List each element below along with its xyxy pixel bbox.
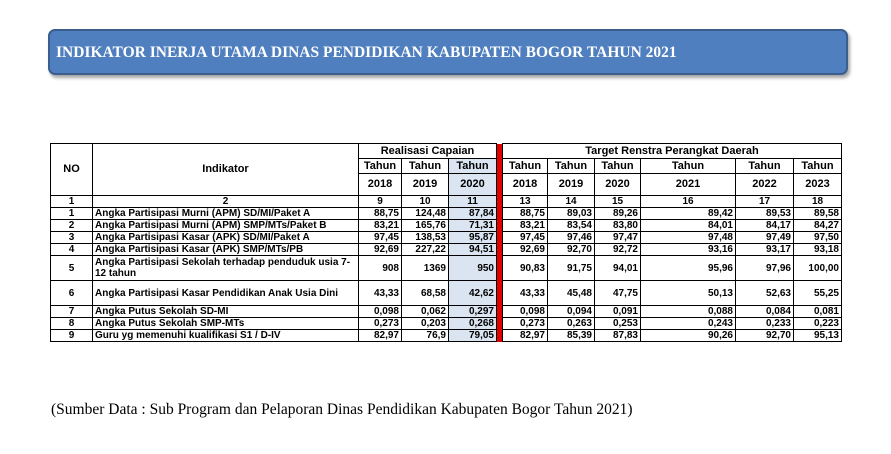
table-row (51, 306, 842, 318)
realisasi-value: 138,53 (402, 232, 449, 244)
column-number: 11 (449, 196, 497, 208)
target-value: 92,69 (503, 244, 548, 256)
row-no: 1 (51, 208, 93, 220)
target-value: 83,21 (503, 220, 548, 232)
target-value: 95,13 (794, 330, 842, 342)
row-no: 6 (51, 281, 93, 306)
row-indikator: Angka Partisipasi Kasar Pendidikan Anak Usia Dini (93, 281, 359, 306)
target-value: 89,58 (794, 208, 842, 220)
target-value: 0,081 (794, 306, 842, 318)
table-row (51, 330, 842, 342)
target-value: 97,47 (595, 232, 641, 244)
target-value: 84,01 (641, 220, 736, 232)
target-value: 93,17 (736, 244, 794, 256)
target-value: 0,088 (641, 306, 736, 318)
column-number: 2 (93, 196, 359, 208)
row-indikator: Angka Partisipasi Kasar (APK) SD/MI/Paket A (93, 232, 359, 244)
year-target: 2019 (548, 174, 595, 196)
row-no: 5 (51, 256, 93, 281)
realisasi-value: 1369 (402, 256, 449, 281)
year-target: 2020 (595, 174, 641, 196)
target-value: 85,39 (548, 330, 595, 342)
realisasi-value: 0,203 (402, 318, 449, 330)
target-value: 97,96 (736, 256, 794, 281)
target-value: 93,18 (794, 244, 842, 256)
realisasi-value: 0,098 (359, 306, 402, 318)
column-number: 16 (641, 196, 736, 208)
title-banner (48, 29, 848, 75)
realisasi-value: 227,22 (402, 244, 449, 256)
table-row (51, 220, 842, 232)
source-note: (Sumber Data : Sub Program dan Pelaporan Dinas Pendidikan Kabupaten Bogor Tahun 2021) (51, 401, 633, 418)
row-indikator: Angka Partisipasi Murni (APM) SMP/MTs/Paket B (93, 220, 359, 232)
target-value: 82,97 (503, 330, 548, 342)
target-value: 89,53 (736, 208, 794, 220)
target-value: 89,03 (548, 208, 595, 220)
realisasi-value: 0,273 (359, 318, 402, 330)
target-value: 90,26 (641, 330, 736, 342)
row-no: 7 (51, 306, 93, 318)
target-value: 0,098 (503, 306, 548, 318)
realisasi-value: 71,31 (449, 220, 497, 232)
realisasi-value: 87,84 (449, 208, 497, 220)
row-indikator: Angka Partisipasi Murni (APM) SD/MI/Paket A (93, 208, 359, 220)
realisasi-value: 76,9 (402, 330, 449, 342)
row-indikator: Angka Putus Sekolah SD-MI (93, 306, 359, 318)
realisasi-value: 43,33 (359, 281, 402, 306)
target-value: 89,42 (641, 208, 736, 220)
header-indikator: Indikator (93, 144, 359, 196)
realisasi-value: 83,21 (359, 220, 402, 232)
realisasi-value: 95,87 (449, 232, 497, 244)
target-value: 0,253 (595, 318, 641, 330)
tahun-label: Tahun (503, 159, 548, 174)
target-value: 93,16 (641, 244, 736, 256)
year-target: 2018 (503, 174, 548, 196)
column-number: 15 (595, 196, 641, 208)
target-value: 84,27 (794, 220, 842, 232)
tahun-label: Tahun (402, 159, 449, 174)
row-no: 8 (51, 318, 93, 330)
tahun-label: Tahun (641, 159, 736, 174)
column-number: 18 (794, 196, 842, 208)
indicator-table (50, 143, 842, 342)
target-value: 97,50 (794, 232, 842, 244)
row-no: 4 (51, 244, 93, 256)
target-value: 91,75 (548, 256, 595, 281)
target-value: 83,80 (595, 220, 641, 232)
target-value: 94,01 (595, 256, 641, 281)
target-value: 90,83 (503, 256, 548, 281)
realisasi-value: 0,297 (449, 306, 497, 318)
target-value: 83,54 (548, 220, 595, 232)
tahun-label: Tahun (595, 159, 641, 174)
column-number: 10 (402, 196, 449, 208)
column-number: 1 (51, 196, 93, 208)
target-value: 47,75 (595, 281, 641, 306)
target-value: 87,83 (595, 330, 641, 342)
realisasi-value: 88,75 (359, 208, 402, 220)
tahun-label: Tahun (548, 159, 595, 174)
column-number: 14 (548, 196, 595, 208)
target-value: 97,46 (548, 232, 595, 244)
target-value: 97,48 (641, 232, 736, 244)
page-title: INDIKATOR INERJA UTAMA DINAS PENDIDIKAN KABUPATEN BOGOR TAHUN 2021 (56, 44, 677, 61)
header-realisasi: Realisasi Capaian (359, 144, 497, 159)
row-no: 3 (51, 232, 93, 244)
target-value: 0,263 (548, 318, 595, 330)
realisasi-value: 94,51 (449, 244, 497, 256)
realisasi-value: 165,76 (402, 220, 449, 232)
header-target: Target Renstra Perangkat Daerah (503, 144, 842, 159)
target-value: 52,63 (736, 281, 794, 306)
realisasi-value: 92,69 (359, 244, 402, 256)
row-no: 9 (51, 330, 93, 342)
table-row (51, 208, 842, 220)
year-realisasi: 2020 (449, 174, 497, 196)
target-value: 100,00 (794, 256, 842, 281)
target-value: 97,49 (736, 232, 794, 244)
table-row (51, 281, 842, 306)
row-indikator: Angka Partisipasi Kasar (APK) SMP/MTs/PB (93, 244, 359, 256)
year-realisasi: 2018 (359, 174, 402, 196)
realisasi-value: 42,62 (449, 281, 497, 306)
realisasi-value: 908 (359, 256, 402, 281)
target-value: 97,45 (503, 232, 548, 244)
tahun-label: Tahun (736, 159, 794, 174)
target-value: 0,233 (736, 318, 794, 330)
realisasi-value: 82,97 (359, 330, 402, 342)
target-value: 0,091 (595, 306, 641, 318)
target-value: 50,13 (641, 281, 736, 306)
target-value: 89,26 (595, 208, 641, 220)
realisasi-value: 97,45 (359, 232, 402, 244)
row-no: 2 (51, 220, 93, 232)
target-value: 92,72 (595, 244, 641, 256)
target-value: 0,223 (794, 318, 842, 330)
tahun-label: Tahun (449, 159, 497, 174)
column-number: 13 (503, 196, 548, 208)
target-value: 55,25 (794, 281, 842, 306)
tahun-label: Tahun (794, 159, 842, 174)
realisasi-value: 79,05 (449, 330, 497, 342)
table-row (51, 232, 842, 244)
header-no: NO (51, 144, 93, 196)
target-value: 84,17 (736, 220, 794, 232)
year-target: 2021 (641, 174, 736, 196)
target-value: 45,48 (548, 281, 595, 306)
tahun-label: Tahun (359, 159, 402, 174)
realisasi-value: 68,58 (402, 281, 449, 306)
target-value: 92,70 (736, 330, 794, 342)
realisasi-value: 0,268 (449, 318, 497, 330)
target-value: 0,273 (503, 318, 548, 330)
target-value: 95,96 (641, 256, 736, 281)
year-target: 2022 (736, 174, 794, 196)
realisasi-value: 124,48 (402, 208, 449, 220)
target-value: 43,33 (503, 281, 548, 306)
year-realisasi: 2019 (402, 174, 449, 196)
target-value: 0,084 (736, 306, 794, 318)
target-value: 88,75 (503, 208, 548, 220)
target-value: 0,094 (548, 306, 595, 318)
row-indikator: Angka Partisipasi Sekolah terhadap penduduk usia 7-12 tahun (93, 256, 359, 281)
table-row (51, 256, 842, 281)
column-number: 9 (359, 196, 402, 208)
target-value: 0,243 (641, 318, 736, 330)
column-number: 17 (736, 196, 794, 208)
realisasi-value: 950 (449, 256, 497, 281)
realisasi-value: 0,062 (402, 306, 449, 318)
table-row (51, 244, 842, 256)
table-row (51, 318, 842, 330)
year-target: 2023 (794, 174, 842, 196)
target-value: 92,70 (548, 244, 595, 256)
row-indikator: Angka Putus Sekolah SMP-MTs (93, 318, 359, 330)
row-indikator: Guru yg memenuhi kualifikasi S1 / D-IV (93, 330, 359, 342)
